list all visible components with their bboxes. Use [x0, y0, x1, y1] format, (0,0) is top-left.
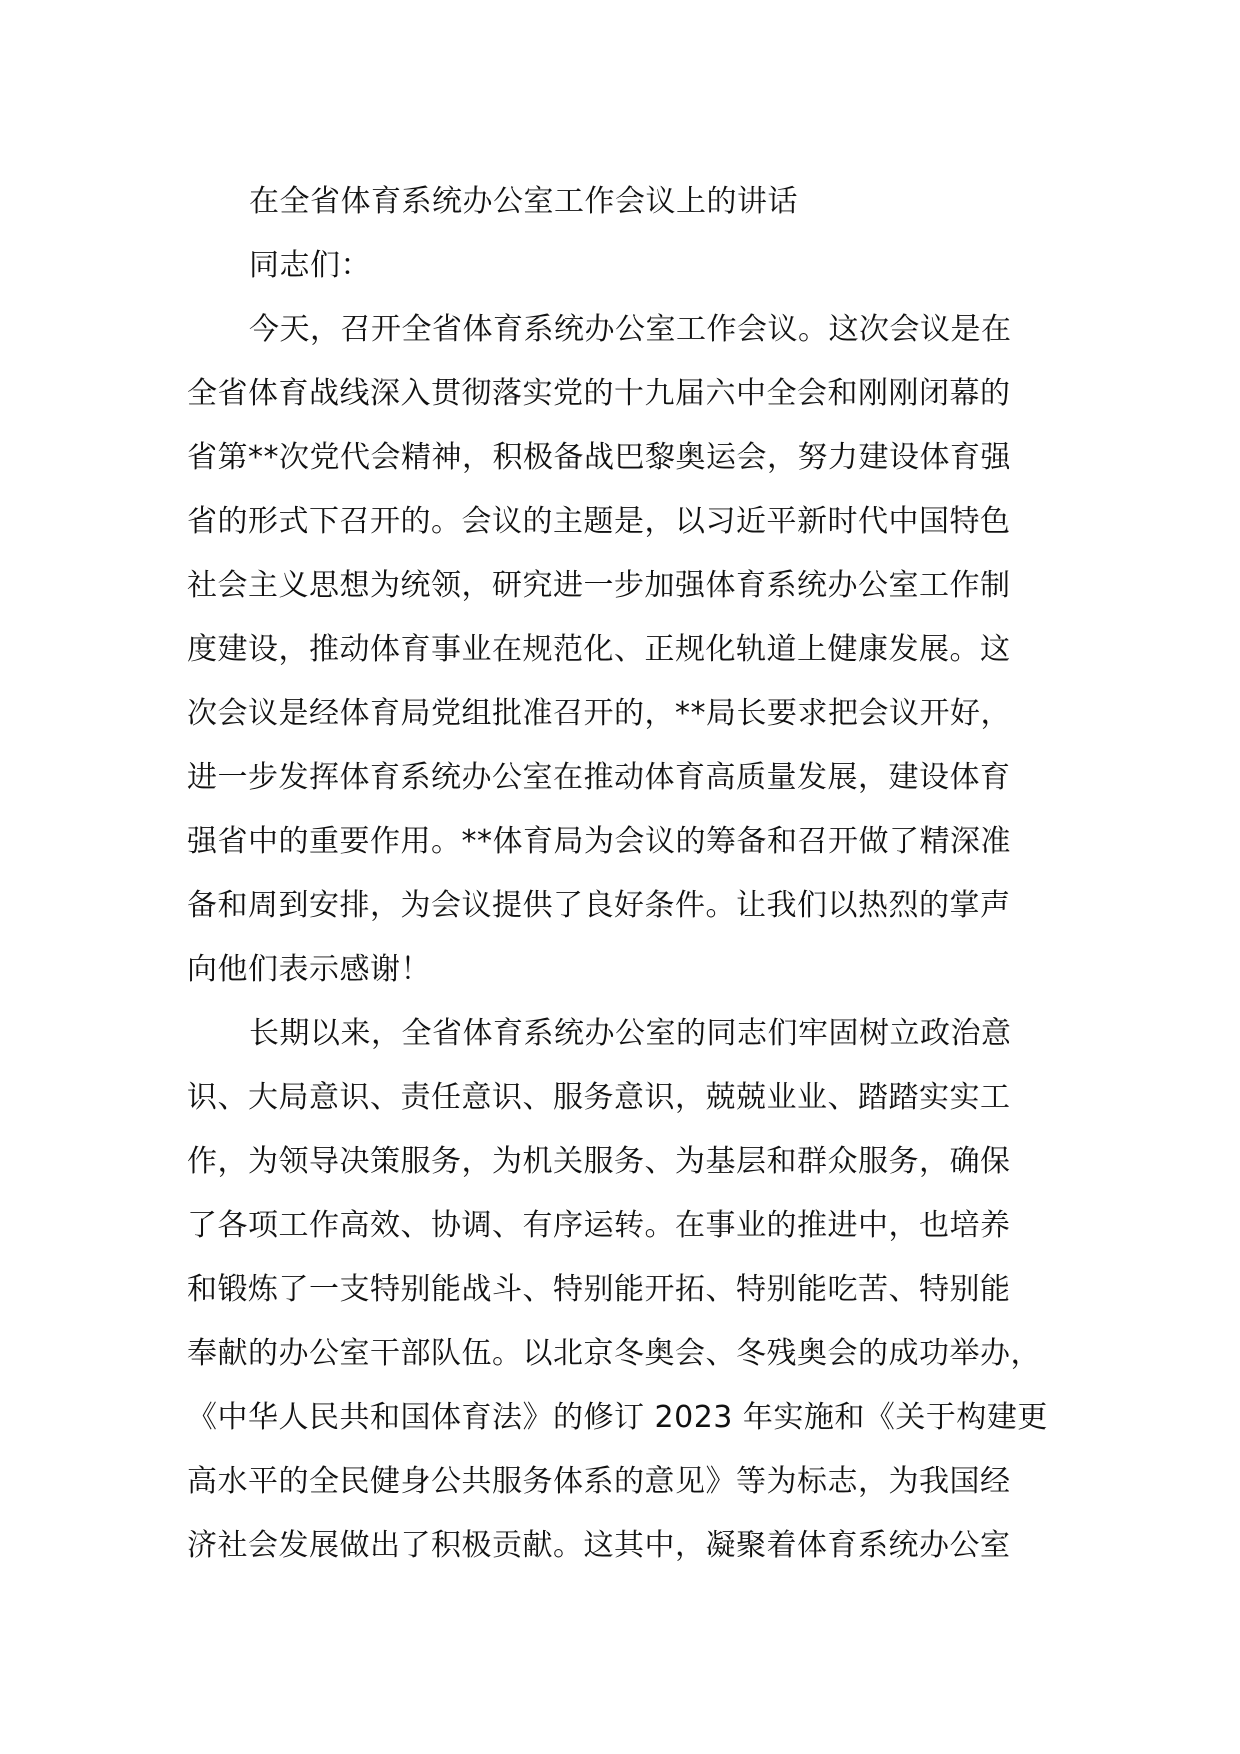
paragraph-line: 备和周到安排，为会议提供了良好条件。让我们以热烈的掌声 [187, 888, 1011, 923]
paragraph-line: 《中华人民共和国体育法》的修订 2023 年实施和《关于构建更 [187, 1400, 1048, 1435]
paragraph-line: 济社会发展做出了积极贡献。这其中，凝聚着体育系统办公室 [187, 1528, 1011, 1563]
paragraph-line: 向他们表示感谢！ [187, 952, 431, 987]
paragraph-line: 高水平的全民健身公共服务体系的意见》等为标志，为我国经 [187, 1464, 1011, 1499]
salutation: 同志们： [249, 248, 371, 283]
paragraph-line: 今天，召开全省体育系统办公室工作会议。这次会议是在 [249, 312, 1012, 347]
document-title: 在全省体育系统办公室工作会议上的讲话 [249, 184, 798, 219]
paragraph-line: 强省中的重要作用。**体育局为会议的筹备和召开做了精深准 [187, 824, 1011, 859]
paragraph-line: 省第**次党代会精神，积极备战巴黎奥运会，努力建设体育强 [187, 440, 1011, 475]
paragraph-line: 作，为领导决策服务，为机关服务、为基层和群众服务，确保 [187, 1144, 1011, 1179]
paragraph-line: 和锻炼了一支特别能战斗、特别能开拓、特别能吃苦、特别能 [187, 1272, 1011, 1307]
paragraph-line: 识、大局意识、责任意识、服务意识，兢兢业业、踏踏实实工 [187, 1080, 1011, 1115]
document-body [187, 170, 1055, 1578]
paragraph-line: 度建设，推动体育事业在规范化、正规化轨道上健康发展。这 [187, 632, 1011, 667]
paragraph-line: 长期以来，全省体育系统办公室的同志们牢固树立政治意 [249, 1016, 1012, 1051]
paragraph-line: 全省体育战线深入贯彻落实党的十九届六中全会和刚刚闭幕的 [187, 376, 1011, 411]
paragraph-line: 社会主义思想为统领，研究进一步加强体育系统办公室工作制 [187, 568, 1011, 603]
paragraph-line: 奉献的办公室干部队伍。以北京冬奥会、冬残奥会的成功举办， [187, 1336, 1041, 1371]
paragraph-line: 进一步发挥体育系统办公室在推动体育高质量发展，建设体育 [187, 760, 1011, 795]
paragraph-line: 次会议是经体育局党组批准召开的，**局长要求把会议开好， [187, 696, 1011, 731]
paragraph-2 [187, 1002, 1055, 1578]
paragraph-line: 省的形式下召开的。会议的主题是，以习近平新时代中国特色 [187, 504, 1011, 539]
paragraph-line: 了各项工作高效、协调、有序运转。在事业的推进中，也培养 [187, 1208, 1011, 1243]
paragraph-1 [187, 298, 1055, 1002]
